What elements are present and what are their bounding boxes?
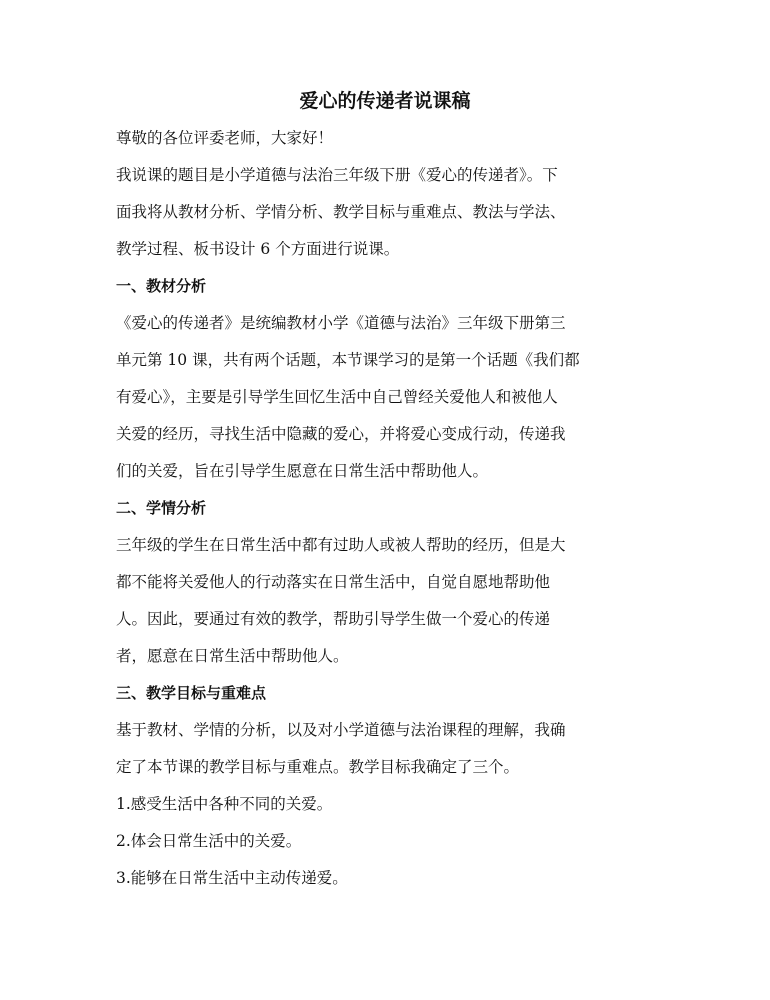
goal-item: 3.能够在日常生活中主动传递爱。 [116, 869, 348, 887]
goal-item: 2.体会日常生活中的关爱。 [116, 832, 302, 850]
goal-item: 1.感受生活中各种不同的关爱。 [116, 795, 333, 813]
paragraph-line: 定了本节课的教学目标与重难点。教学目标我确定了三个。 [116, 758, 520, 776]
section-heading-teaching-goals: 三、教学目标与重难点 [116, 684, 267, 702]
section-heading-textbook-analysis: 一、教材分析 [116, 277, 207, 295]
document-body [116, 120, 656, 897]
paragraph-line: 人。因此，要通过有效的教学，帮助引导学生做一个爱心的传递 [116, 610, 551, 628]
intro-line: 我说课的题目是小学道德与法治三年级下册《爱心的传递者》。下 [116, 166, 558, 184]
paragraph-line: 三年级的学生在日常生活中都有过助人或被人帮助的经历，但是大 [116, 536, 566, 554]
paragraph-line: 者，愿意在日常生活中帮助他人。 [116, 647, 349, 665]
intro-line: 面我将从教材分析、学情分析、教学目标与重难点、教法与学法、 [116, 203, 566, 221]
paragraph-line: 有爱心》，主要是引导学生回忆生活中自己曾经关爱他人和被他人 [116, 388, 558, 406]
intro-line: 教学过程、板书设计 6 个方面进行说课。 [116, 240, 400, 258]
paragraph-line: 基于教材、学情的分析，以及对小学道德与法治课程的理解，我确 [116, 721, 566, 739]
document-title: 爱心的传递者说课稿 [299, 90, 471, 112]
paragraph-line: 们的关爱，旨在引导学生愿意在日常生活中帮助他人。 [116, 462, 489, 480]
greeting: 尊敬的各位评委老师，大家好！ [116, 129, 334, 147]
paragraph-line: 《爱心的传递者》是统编教材小学《道德与法治》三年级下册第三 [116, 314, 566, 332]
paragraph-line: 关爱的经历，寻找生活中隐藏的爱心，并将爱心变成行动，传递我 [116, 425, 566, 443]
paragraph-line: 单元第 10 课，共有两个话题，本节课学习的是第一个话题《我们都 [116, 351, 580, 369]
section-heading-student-analysis: 二、学情分析 [116, 499, 207, 517]
paragraph-line: 都不能将关爱他人的行动落实在日常生活中，自觉自愿地帮助他 [116, 573, 551, 591]
